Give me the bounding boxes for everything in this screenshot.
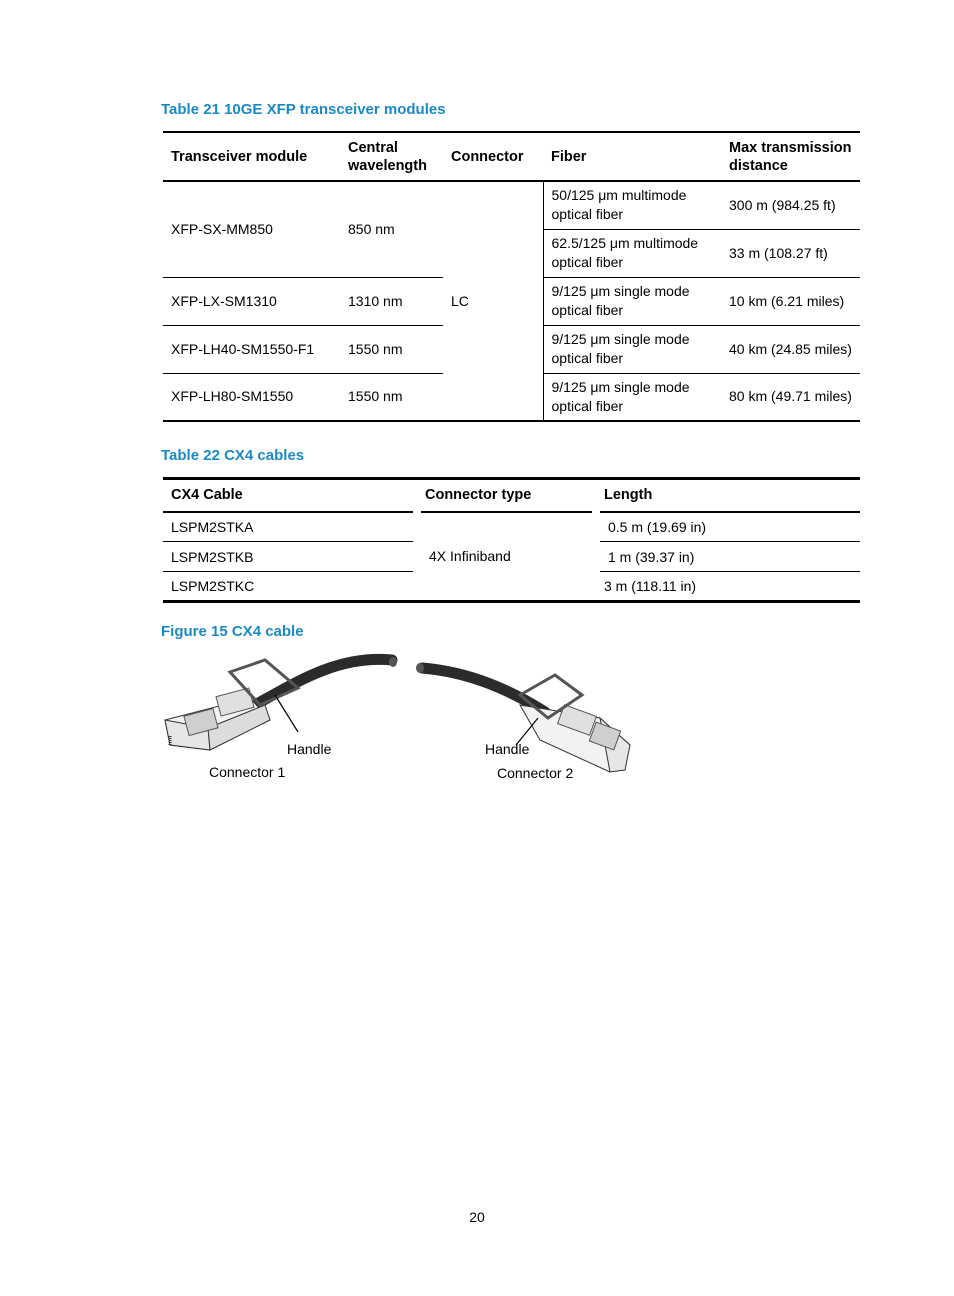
distance-cell: 33 m (108.27 ft) <box>721 229 860 277</box>
header-central-wavelength: Central wavelength <box>340 132 443 181</box>
length-cell: 1 m (39.37 in) <box>596 542 860 572</box>
connector-2 <box>516 675 630 772</box>
connector-1 <box>165 660 298 750</box>
wavelength-cell: 1550 nm <box>340 325 443 373</box>
connector-2-label: Connector 2 <box>497 765 574 781</box>
fiber-cell: 9/125 μm single mode optical fiber <box>543 373 721 421</box>
wavelength-cell: 850 nm <box>340 181 443 277</box>
distance-cell: 10 km (6.21 miles) <box>721 277 860 325</box>
cx4-cables-table <box>163 477 860 603</box>
connector-type-cell: 4X Infiniband <box>417 512 596 602</box>
header-connector: Connector <box>443 132 543 181</box>
cable-cell: LSPM2STKB <box>163 542 417 572</box>
header-fiber: Fiber <box>543 132 721 181</box>
module-cell: XFP-LH40-SM1550-F1 <box>163 325 340 373</box>
module-cell: XFP-LH80-SM1550 <box>163 373 340 421</box>
cable-cell: LSPM2STKC <box>163 572 417 602</box>
module-cell: XFP-SX-MM850 <box>163 181 340 277</box>
fiber-cell: 9/125 μm single mode optical fiber <box>543 325 721 373</box>
cable-left-end <box>389 657 397 667</box>
header-cx4-cable: CX4 Cable <box>163 479 417 512</box>
distance-cell: 80 km (49.71 miles) <box>721 373 860 421</box>
distance-cell: 40 km (24.85 miles) <box>721 325 860 373</box>
connector-1-label: Connector 1 <box>209 764 286 780</box>
header-length: Length <box>596 479 860 512</box>
xfp-transceiver-table <box>163 131 860 422</box>
handle-left-pointer <box>275 695 298 732</box>
page-number: 20 <box>469 1209 485 1225</box>
figure-15-caption: Figure 15 CX4 cable <box>161 623 304 640</box>
wavelength-cell: 1310 nm <box>340 277 443 325</box>
handle-right-label: Handle <box>485 741 530 757</box>
connector-cell: LC <box>443 181 543 421</box>
header-max-distance: Max transmission distance <box>721 132 860 181</box>
module-cell: XFP-LX-SM1310 <box>163 277 340 325</box>
table-22-caption: Table 22 CX4 cables <box>161 447 305 464</box>
cx4-cable-figure <box>160 650 640 790</box>
cable-right-end <box>416 663 424 673</box>
table-row <box>163 512 860 542</box>
length-cell: 3 m (118.11 in) <box>596 572 860 602</box>
length-cell: 0.5 m (19.69 in) <box>596 512 860 542</box>
distance-cell: 300 m (984.25 ft) <box>721 181 860 229</box>
cable-cell: LSPM2STKA <box>163 512 417 542</box>
fiber-cell: 50/125 μm multimode optical fiber <box>543 181 721 229</box>
header-connector-type: Connector type <box>417 479 596 512</box>
fiber-cell: 62.5/125 μm multimode optical fiber <box>543 229 721 277</box>
table-header-row <box>163 132 860 181</box>
table-row <box>163 181 860 229</box>
handle-left-label: Handle <box>287 741 332 757</box>
wavelength-cell: 1550 nm <box>340 373 443 421</box>
fiber-cell: 9/125 μm single mode optical fiber <box>543 277 721 325</box>
header-transceiver-module: Transceiver module <box>163 132 340 181</box>
table-21-caption: Table 21 10GE XFP transceiver modules <box>161 101 446 118</box>
table-header-row <box>163 479 860 512</box>
